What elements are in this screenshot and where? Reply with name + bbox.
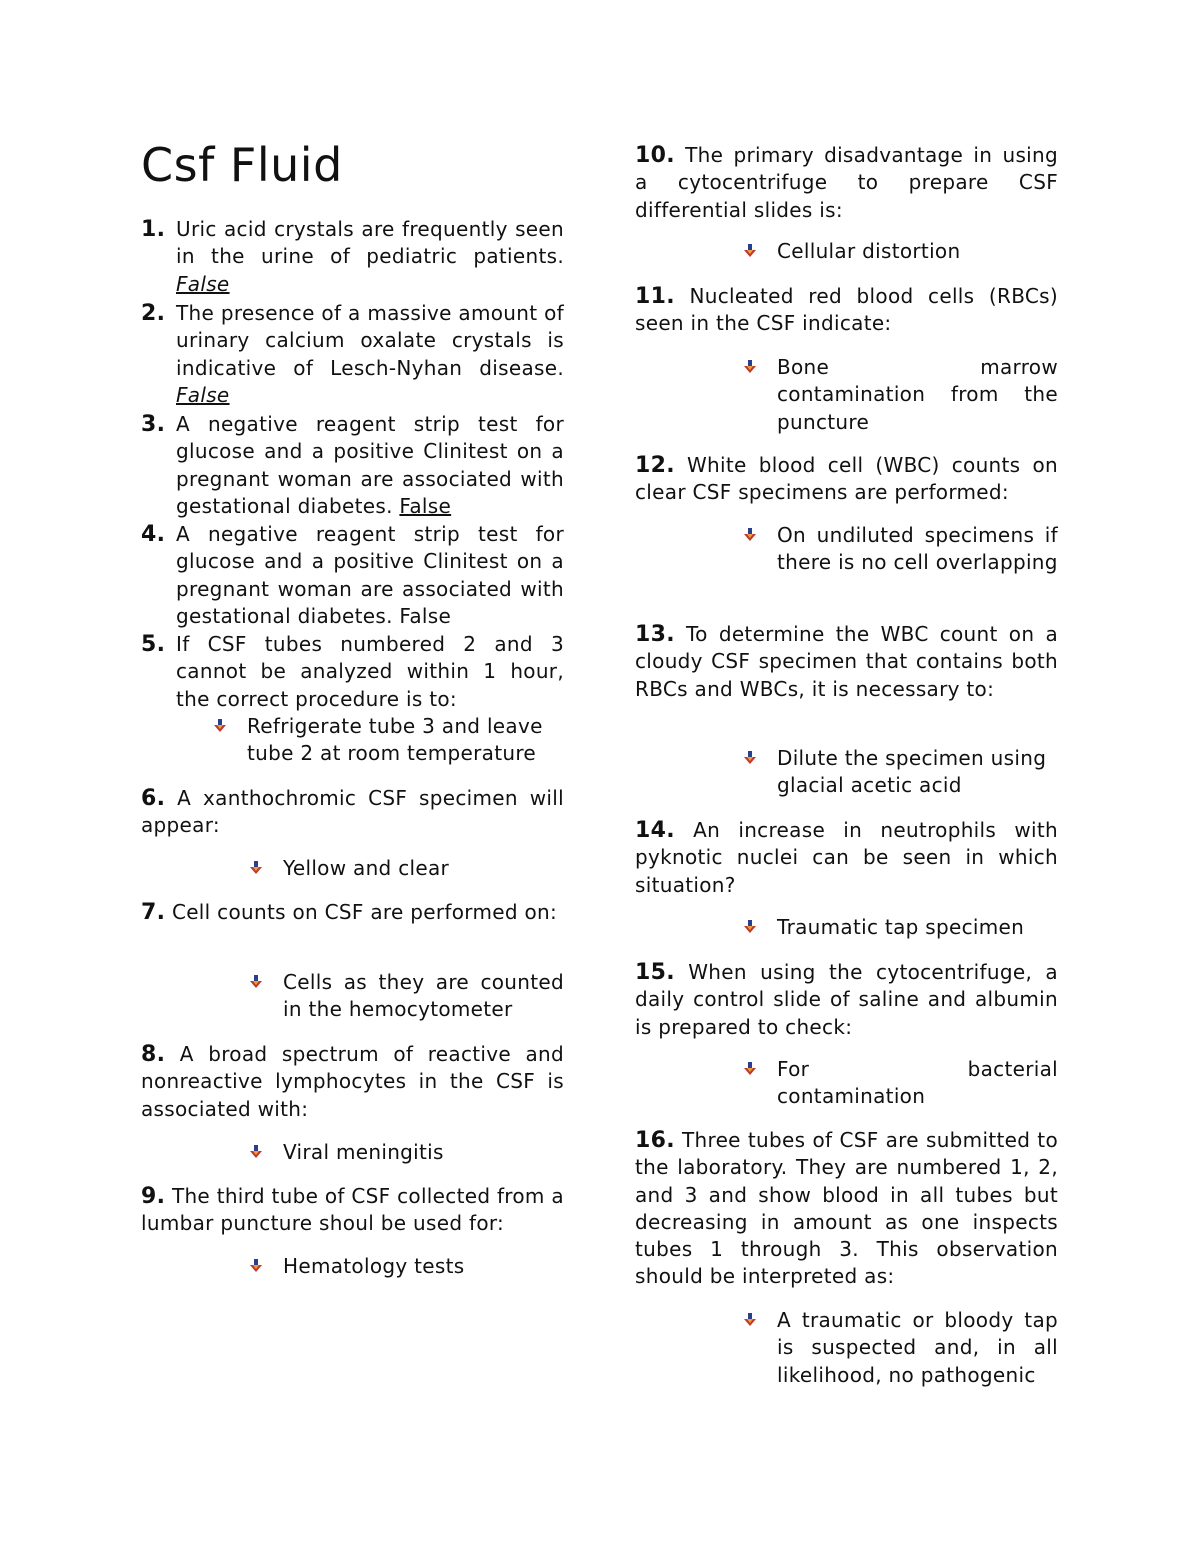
question-text: A negative reagent strip test for glucose and a positive Clinitest on a pregnant woman are associated with gestational diabetes. — [176, 412, 564, 518]
answer-bullet-8 — [249, 1139, 564, 1166]
question-6 — [141, 785, 564, 840]
answer-bullet-14 — [743, 914, 1058, 941]
question-number: 14. — [635, 818, 675, 843]
arrow-down-bullet-icon — [743, 244, 757, 258]
answer-bullet-10 — [743, 238, 1058, 265]
answer-text: False — [399, 493, 452, 518]
arrow-down-bullet-icon — [743, 360, 757, 374]
answer-text: Refrigerate tube 3 and leave tube 2 at room temperature — [247, 714, 543, 766]
question-number: 3. — [141, 412, 166, 437]
question-text: Uric acid crystals are frequently seen in the urine of pediatric patients. — [176, 217, 564, 269]
answer-bullet-12 — [743, 522, 1058, 577]
question-7 — [141, 899, 564, 926]
answer-bullet-16 — [743, 1307, 1058, 1389]
question-text: When using the cytocentrifuge, a daily control slide of saline and albumin is prepared to check: — [635, 960, 1058, 1039]
answer-bullet-13 — [743, 745, 1058, 800]
question-16 — [635, 1127, 1058, 1291]
arrow-down-bullet-icon — [249, 1259, 263, 1273]
question-3 — [141, 411, 564, 520]
question-text: An increase in neutrophils with pyknotic nuclei can be seen in which situation? — [635, 818, 1058, 897]
question-text: The third tube of CSF collected from a lumbar puncture shoul be used for: — [141, 1184, 564, 1236]
arrow-down-bullet-icon — [249, 861, 263, 875]
answer-text: Dilute the specimen using glacial acetic acid — [777, 746, 1047, 798]
question-15 — [635, 959, 1058, 1041]
answer-text: Cells as they are counted in the hemocytometer — [283, 970, 564, 1022]
answer-text: False — [176, 382, 230, 407]
question-9 — [141, 1183, 564, 1238]
answer-bullet-11 — [743, 354, 1058, 436]
answer-text: Traumatic tap specimen — [777, 915, 1025, 939]
question-8 — [141, 1041, 564, 1123]
question-text: White blood cell (WBC) counts on clear CSF specimens are performed: — [635, 453, 1058, 505]
arrow-down-bullet-icon — [743, 1313, 757, 1327]
question-10 — [635, 142, 1058, 224]
question-12 — [635, 452, 1058, 507]
question-text: A negative reagent strip test for glucose and a positive Clinitest on a pregnant woman are associated with gestational diabetes. False — [176, 522, 564, 628]
question-number: 11. — [635, 284, 675, 309]
question-number: 15. — [635, 960, 675, 985]
arrow-down-bullet-icon — [743, 1062, 757, 1076]
question-4 — [141, 521, 564, 630]
question-number: 12. — [635, 453, 675, 478]
answer-bullet-5 — [213, 713, 564, 768]
answer-bullet-9 — [249, 1253, 564, 1280]
answer-text: Cellular distortion — [777, 239, 961, 263]
answer-text: False — [176, 271, 230, 296]
arrow-down-bullet-icon — [743, 528, 757, 542]
arrow-down-bullet-icon — [743, 751, 757, 765]
question-text: The primary disadvantage in using a cytocentrifuge to prepare CSF differential slides is: — [635, 143, 1058, 222]
question-number: 16. — [635, 1128, 675, 1153]
question-number: 9. — [141, 1184, 166, 1209]
question-text: Three tubes of CSF are submitted to the laboratory. They are numbered 1, 2, and 3 and show blood in all tubes but decreasing in amount as one inspects tubes 1 through 3. This observation should be interpreted as: — [635, 1128, 1058, 1289]
document-title: Csf Fluid — [141, 138, 343, 192]
question-5 — [141, 631, 564, 713]
question-number: 1. — [141, 217, 166, 242]
question-number: 13. — [635, 622, 675, 647]
question-text: Cell counts on CSF are performed on: — [171, 900, 558, 924]
question-number: 5. — [141, 632, 166, 657]
arrow-down-bullet-icon — [249, 975, 263, 989]
question-number: 10. — [635, 143, 675, 168]
question-number: 2. — [141, 301, 166, 326]
question-number: 7. — [141, 900, 166, 925]
answer-bullet-6 — [249, 855, 564, 882]
question-number: 8. — [141, 1042, 166, 1067]
question-number: 4. — [141, 522, 166, 547]
answer-text: On undiluted specimens if there is no cell overlapping — [777, 523, 1058, 575]
answer-bullet-7 — [249, 969, 564, 1024]
answer-text: Hematology tests — [283, 1254, 465, 1278]
arrow-down-bullet-icon — [249, 1145, 263, 1159]
question-1 — [141, 216, 564, 298]
question-text: A xanthochromic CSF specimen will appear: — [141, 786, 564, 838]
question-text: A broad spectrum of reactive and nonreactive lymphocytes in the CSF is associated with: — [141, 1042, 564, 1121]
answer-text: Viral meningitis — [283, 1140, 444, 1164]
question-11 — [635, 283, 1058, 338]
question-text: The presence of a massive amount of urinary calcium oxalate crystals is indicative of Lesch-Nyhan disease. — [176, 301, 564, 380]
answer-text: Yellow and clear — [283, 856, 450, 880]
question-number: 6. — [141, 786, 166, 811]
arrow-down-bullet-icon — [743, 920, 757, 934]
question-13 — [635, 621, 1058, 703]
question-text: If CSF tubes numbered 2 and 3 cannot be analyzed within 1 hour, the correct procedure is to: — [176, 632, 564, 711]
question-text: To determine the WBC count on a cloudy CSF specimen that contains both RBCs and WBCs, it is necessary to: — [635, 622, 1058, 701]
answer-bullet-15 — [743, 1056, 1058, 1111]
question-14 — [635, 817, 1058, 899]
answer-text: A traumatic or bloody tap is suspected and, in all likelihood, no pathogenic — [777, 1308, 1058, 1387]
question-text: Nucleated red blood cells (RBCs) seen in the CSF indicate: — [635, 284, 1058, 336]
answer-text: For bacterial contamination — [777, 1057, 1058, 1109]
arrow-down-bullet-icon — [213, 719, 227, 733]
answer-text: Bone marrow contamination from the puncture — [777, 355, 1058, 434]
question-2 — [141, 300, 564, 409]
